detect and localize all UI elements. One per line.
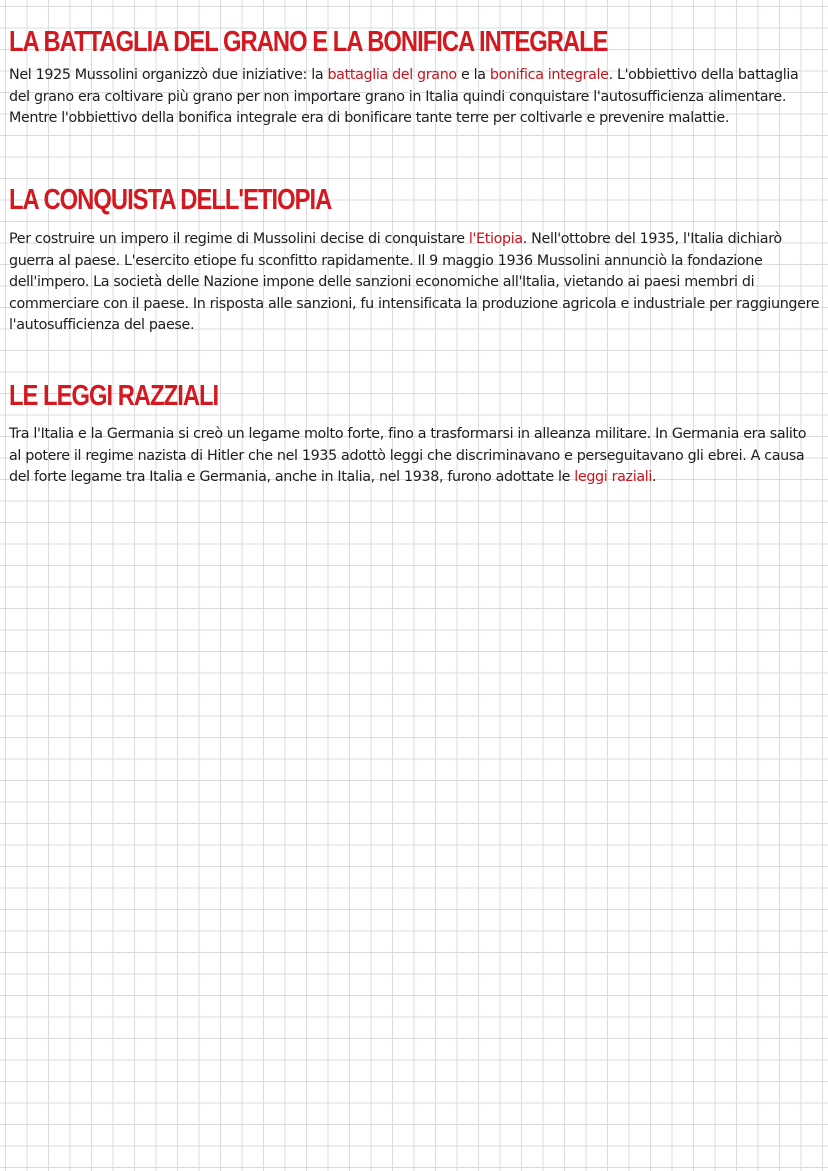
text-run: Tra l'Italia e la Germania si creò un legame molto forte, fino a trasformarsi in alleanza militare. In Germania era salito al potere il regime nazista di Hitler che nel 1935 adottò leggi che discriminavano e perseguitavano gli ebrei. A causa del forte legame tra Italia e Germania, anche in Italia, nel 1938, furono adottate le <box>9 426 807 485</box>
highlight-term: battaglia del grano <box>327 67 457 83</box>
section-paragraph <box>9 229 821 337</box>
section-heading: LE LEGGI RAZZIALI <box>9 380 219 412</box>
highlight-term: l'Etiopia <box>468 231 523 247</box>
text-run: Nel 1925 Mussolini organizzò due iniziative: la <box>9 67 328 83</box>
section-heading: LA BATTAGLIA DEL GRANO E LA BONIFICA INTEGRALE <box>9 26 608 58</box>
section-conquista-etiopia <box>9 184 821 337</box>
text-run: . Nell'ottobre del 1935, l'Italia dichiarò guerra al paese. L'esercito etiope fu sconfitto rapidamente. Il 9 maggio 1936 Mussolini annunciò la fondazione dell'impero. La società delle Nazione impone delle sanzioni economiche all'Italia, vietando ai paesi membri di commerciare con il paese. In risposta alle sanzioni, fu intensificata la produzione agricola e industriale per raggiungere l'autosufficienza del paese. <box>9 231 820 333</box>
text-run: e la <box>456 67 490 83</box>
section-battaglia-del-grano <box>9 26 821 130</box>
highlight-term: leggi raziali <box>574 469 652 485</box>
text-run: . <box>651 469 657 485</box>
highlight-term: bonifica integrale <box>489 67 609 83</box>
section-leggi-razziali <box>9 380 821 489</box>
section-paragraph <box>9 424 821 489</box>
text-run: . L'obbiettivo della battaglia del grano era coltivare più grano per non importare grano in Italia quindi conquistare l'autosufficienza alimentare. Mentre l'obbiettivo della bonifica integrale era di bonificare tante terre per coltivarle e prevenire malattie. <box>9 67 799 126</box>
text-run: Per costruire un impero il regime di Mussolini decise di conquistare <box>9 231 469 247</box>
section-paragraph <box>9 65 821 130</box>
section-heading: LA CONQUISTA DELL'ETIOPIA <box>9 184 332 216</box>
